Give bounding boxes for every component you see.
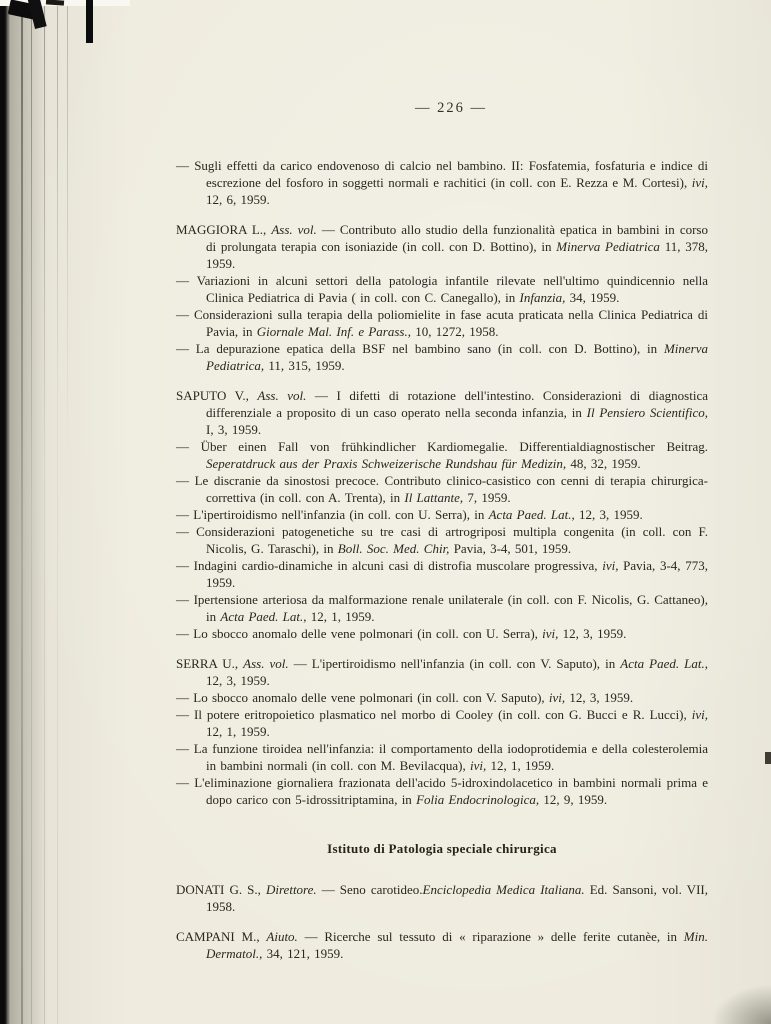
entry-text: 12, 3, 1959.: [558, 626, 627, 641]
entry-text: Ass. vol.: [243, 656, 289, 671]
entry-text: 11, 315, 1959.: [264, 358, 345, 373]
entry-text: ivi,: [542, 626, 559, 641]
entry-text: — Lo sbocco anomalo delle vene polmonari (in coll. con U. Serra),: [176, 626, 543, 641]
entry-text: Acta Paed. Lat.,: [620, 656, 708, 671]
entry-text: I, 3, 1959.: [206, 422, 262, 437]
entry-text: DONATI G. S.,: [176, 882, 266, 897]
entry-text: Min. Dermatol.,: [206, 929, 708, 961]
entry-text: — Ricerche sul tessuto di « riparazione » delle ferite cutanèe, in: [297, 929, 684, 944]
entry-text: 12, 1, 1959.: [206, 724, 270, 739]
entry-text: 34, 121, 1959.: [262, 946, 344, 961]
entry-text: Acta Paed. Lat.,: [220, 609, 307, 624]
entry-text: Enciclopedia Medica Italiana.: [422, 882, 585, 897]
scan-crease-line: [44, 0, 45, 1024]
entry-group: [176, 881, 708, 915]
entry-text: 11, 378, 1959.: [206, 239, 708, 271]
entry-text: MAGGIORA L.,: [176, 222, 272, 237]
scan-crease-line: [67, 0, 68, 461]
bibliography-entry: [176, 472, 708, 506]
bibliography-entry: [176, 740, 708, 774]
entry-group: [176, 221, 708, 374]
entry-text: Seperatdruck aus der Praxis Schweizerische Rundshau für Medizin,: [206, 456, 567, 471]
entry-text: ivi,: [602, 558, 619, 573]
entry-text: CAMPANI M.,: [176, 929, 267, 944]
entry-text: — Seno carotideo.: [316, 882, 423, 897]
entry-text: Boll. Soc. Med. Chir,: [337, 541, 450, 556]
entry-group: [176, 387, 708, 642]
bibliography-entry: [176, 689, 708, 706]
entry-text: ivi,: [691, 707, 708, 722]
entry-text: — Lo sbocco anomalo delle vene polmonari (in coll. con V. Saputo),: [176, 690, 549, 705]
bibliography-entry: [176, 557, 708, 591]
entry-text: Infanzia,: [519, 290, 566, 305]
entry-text: 12, 3, 1959.: [206, 673, 270, 688]
bibliography-entry: [176, 774, 708, 808]
bibliography-entry: [176, 655, 708, 689]
entry-text: SERRA U.,: [176, 656, 244, 671]
entry-text: — L'ipertiroidismo nell'infanzia (in coll. con U. Serra), in: [176, 507, 489, 522]
bibliography-entry: [176, 506, 708, 523]
scan-crease-line: [21, 0, 23, 1024]
entry-text: — Considerazioni patogenetiche su tre casi di artrogriposi multipla congenita (in coll. con F. Nicolis, G. Taraschi), in: [176, 524, 708, 556]
corner-smudge-artifact: [711, 984, 771, 1024]
entry-text: Minerva Pediatrica: [556, 239, 660, 254]
scan-crease-line: [57, 0, 58, 1024]
entry-text: ivi,: [469, 758, 487, 773]
entry-text: — Considerazioni sulla terapia della poliomielite in fase acuta praticata nella Clinica Pediatrica di Pavia, in: [176, 307, 708, 339]
ink-mark-artifact: [86, 0, 93, 43]
entry-text: Aiuto.: [266, 929, 298, 944]
entry-text: Acta Paed. Lat.,: [488, 507, 575, 522]
entry-text: — Über einen Fall von frühkindlicher Kardiomegalie. Differentialdiagnostischer Beitrag.: [176, 439, 708, 454]
entry-text: — Sugli effetti da carico endovenoso di calcio nel bambino. II: Fosfatemia, fosfaturia e indice di escrezione del fosforo in soggetti normali e rachitici (in coll. con E. Rezza e M. Cortesi),: [176, 158, 708, 190]
entry-text: 12, 1, 1959.: [486, 758, 555, 773]
entry-text: 48, 32, 1959.: [566, 456, 641, 471]
entry-text: 10, 1272, 1958.: [410, 324, 499, 339]
entry-text: Direttore.: [265, 882, 317, 897]
entry-group: [176, 928, 708, 962]
page-number: — 226 —: [415, 100, 487, 116]
bibliography-entry: [176, 881, 708, 915]
entry-text: — Contributo allo studio della funzionalità epatica in bambini in corso di prolungata terapia con isoniazide (in coll. con D. Bottino), in: [206, 222, 708, 254]
bibliography-entry: [176, 387, 708, 438]
bibliography: [176, 157, 708, 975]
section-heading: Istituto di Patologia speciale chirurgica: [327, 841, 557, 856]
entry-group: [176, 157, 708, 208]
bibliography-entry: [176, 340, 708, 374]
bibliography-entry: [176, 306, 708, 340]
bibliography-entry: [176, 157, 708, 208]
bibliography-entry: [176, 272, 708, 306]
entry-group: [176, 655, 708, 808]
entry-text: — L'eliminazione giornaliera frazionata dell'acido 5-idroxindolacetico in bambini normali prima e dopo carico con 5-idrossitriptamina, in: [176, 775, 708, 807]
entry-text: — Le discranie da sinostosi precoce. Contributo clinico-casistico con cenni di terapia chirurgica-correttiva (in coll. con A. Trenta), in: [176, 473, 708, 505]
entry-text: — Variazioni in alcuni settori della patologia infantile rilevate nell'ultimo quindicennio nella Clinica Pediatrica di Pavia ( in coll. con C. Canegallo), in: [176, 273, 708, 305]
entry-text: ivi,: [548, 690, 566, 705]
entry-text: — Ipertensione arteriosa da malformazione renale unilaterale (in coll. con F. Nicolis, G. Cattaneo), in: [176, 592, 708, 624]
entry-text: 12, 6, 1959.: [206, 192, 270, 207]
bibliography-entry: [176, 523, 708, 557]
page-edge-notch-artifact: [765, 752, 771, 764]
entry-text: SAPUTO V.,: [176, 388, 258, 403]
entry-text: 12, 1, 1959.: [306, 609, 375, 624]
bibliography-entry: [176, 706, 708, 740]
entry-text: — La funzione tiroidea nell'infanzia: il comportamento della iodoprotidemia e della colesterolemia in bambini normali (in coll. con M. Bevilacqua),: [176, 741, 708, 773]
entry-text: Pavia, 3-4, 501, 1959.: [449, 541, 572, 556]
entry-text: Ass. vol.: [257, 388, 307, 403]
entry-text: 12, 3, 1959.: [574, 507, 643, 522]
entry-text: Pavia, 3-4, 773, 1959.: [206, 558, 708, 590]
bibliography-entry: [176, 625, 708, 642]
binding-shadow: [8, 0, 48, 1024]
entry-text: — Indagini cardio-dinamiche in alcuni casi di distrofia muscolare progressiva,: [176, 558, 603, 573]
entry-text: Ed. Sansoni, vol. VII, 1958.: [206, 882, 708, 914]
entry-text: — La depurazione epatica della BSF nel bambino sano (in coll. con D. Bottino), in: [176, 341, 664, 356]
entry-text: — L'ipertiroidismo nell'infanzia (in coll. con V. Saputo), in: [288, 656, 621, 671]
entry-text: Folia Endocrinologica,: [416, 792, 540, 807]
entry-text: Giornale Mal. Inf. e Parass.,: [256, 324, 411, 339]
entry-text: Il Pensiero Scientifico,: [586, 405, 708, 420]
entry-text: 12, 3, 1959.: [565, 690, 634, 705]
entry-text: Il Lattante,: [404, 490, 464, 505]
entry-text: 7, 1959.: [463, 490, 511, 505]
entry-text: ivi,: [691, 175, 708, 190]
entry-text: — Il potere eritropoietico plasmatico nel morbo di Cooley (in coll. con G. Bucci e R. Lucci),: [176, 707, 692, 722]
entry-text: — I difetti di rotazione dell'intestino. Considerazioni di diagnostica differenziale a proposito di un caso operato nella seconda infanzia, in: [206, 388, 708, 420]
bibliography-entry: [176, 591, 708, 625]
entry-text: Minerva Pediatrica,: [206, 341, 708, 373]
bibliography-entry: [176, 438, 708, 472]
bibliography-entry: [176, 221, 708, 272]
entry-text: Ass. vol.: [271, 222, 317, 237]
scan-crease-line: [31, 0, 32, 1024]
bibliography-entry: [176, 928, 708, 962]
entry-text: 34, 1959.: [565, 290, 620, 305]
entry-text: 12, 9, 1959.: [539, 792, 608, 807]
